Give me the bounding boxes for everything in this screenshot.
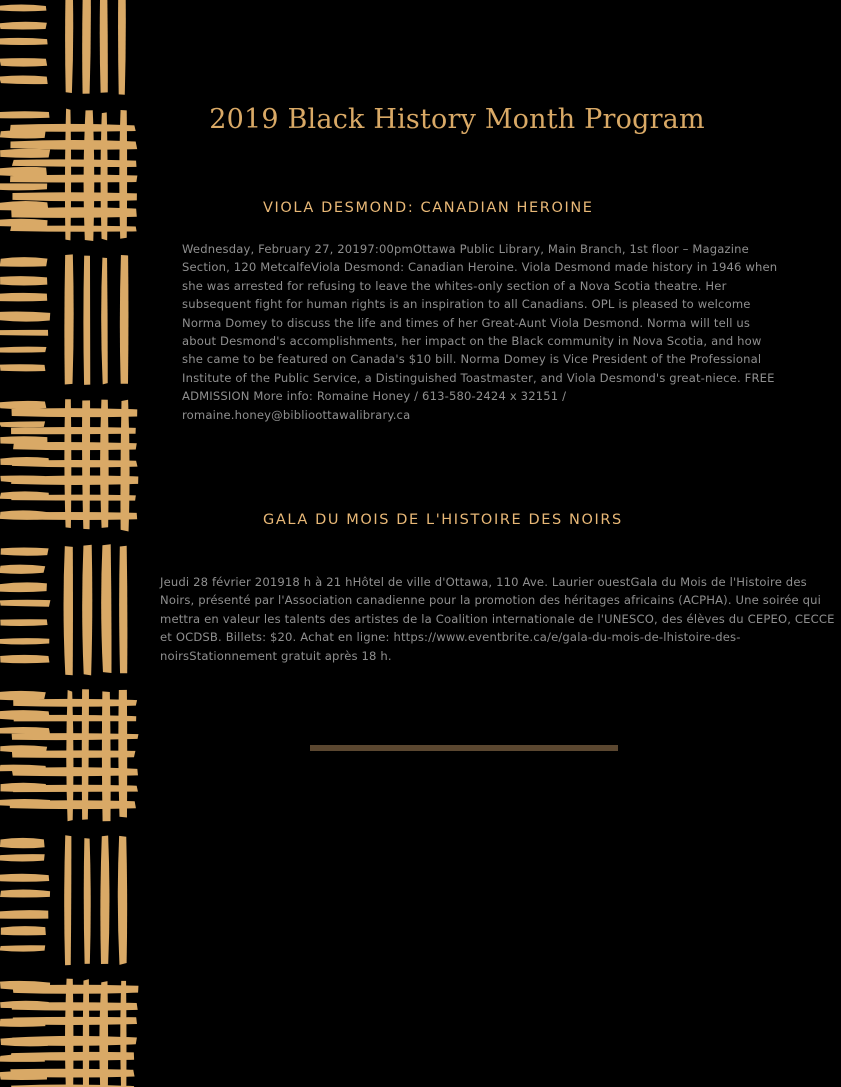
border-stripe <box>10 512 137 520</box>
border-stripe <box>0 874 49 882</box>
woven-stripe-pattern <box>0 0 142 1087</box>
border-stripe <box>10 175 137 183</box>
border-stripe <box>0 276 47 285</box>
border-stripe <box>0 364 45 371</box>
event-description-gala: Jeudi 28 février 201918 h à 21 hHôtel de ville d'Ottawa, 110 Ave. Laurier ouestGala du Mois de l'Histoire des Noirs, présenté par l'Association canadienne pour la promotion des héritages africains (ACPHA). Une soirée qui mettra en valeur les talents des artistes de la Coalition internationale de l'UNESCO, des élèves du CEPEO, CECCE et OCDSB. Billets: $20. Achat en ligne: https://www.eventbrite.ca/e/gala-du-mois-de-lhistoire-des-noirsStationnement gratuit après 18 h. <box>160 575 835 663</box>
border-stripe <box>101 258 108 385</box>
border-stripe <box>13 699 137 707</box>
border-stripe <box>10 140 137 150</box>
border-stripe <box>0 638 49 644</box>
border-stripe <box>64 254 73 384</box>
border-stripe <box>0 401 46 409</box>
border-stripe <box>100 835 109 964</box>
border-stripe <box>0 600 50 607</box>
page-title: 2019 Black History Month Program <box>209 104 705 135</box>
border-stripe <box>11 408 137 417</box>
border-stripe <box>11 495 136 501</box>
border-stripe <box>0 312 50 322</box>
border-stripe <box>0 58 47 67</box>
border-stripe <box>84 838 91 964</box>
border-stripe <box>12 985 138 994</box>
border-stripe <box>0 183 47 190</box>
border-stripe <box>100 0 108 93</box>
border-stripe <box>11 427 136 434</box>
border-stripe <box>101 544 111 673</box>
border-stripe <box>0 691 46 700</box>
event-heading-viola-desmond: VIOLA DESMOND: CANADIAN HEROINE <box>263 200 594 216</box>
border-stripe <box>64 546 73 675</box>
border-stripe <box>118 836 127 965</box>
border-stripe <box>0 582 47 592</box>
border-stripe <box>1 547 49 555</box>
border-stripe <box>0 854 45 861</box>
border-stripe <box>13 715 136 721</box>
border-stripe <box>12 159 137 167</box>
border-stripe <box>0 727 50 734</box>
border-stripe <box>0 5 46 12</box>
border-stripe <box>119 546 127 674</box>
border-stripe <box>13 442 137 450</box>
border-stripe <box>82 0 91 94</box>
border-stripe <box>13 1017 137 1025</box>
border-stripe <box>0 167 47 176</box>
border-stripe <box>120 255 129 384</box>
border-stripe <box>0 38 48 45</box>
border-stripe <box>11 207 137 218</box>
border-stripe <box>1 926 46 935</box>
border-stripe <box>0 111 49 118</box>
border-stripe <box>0 838 45 848</box>
event-heading-gala: GALA DU MOIS DE L'HISTOIRE DES NOIRS <box>263 512 623 528</box>
border-stripe <box>10 1069 134 1078</box>
border-stripe <box>0 330 48 336</box>
border-stripe <box>10 1052 134 1061</box>
event-description-viola-desmond: Wednesday, February 27, 20197:00pmOttawa Public Library, Main Branch, 1st floor – Magazine Section, 120 MetcalfeViola Desmond: Canadian Heroine. Viola Desmond made history in 1946 when she was arrested for refusing to leave the whites-only section of a Nova Scotia theatre. Her subsequent fight for human rights is an inspiration to all Canadians. OPL is pleased to welcome Norma Domey to discuss the life and times of her Great-Aunt Viola Desmond. Norma will tell us about Desmond's accomplishments, her impact on the Black community in Nova Scotia, and how she came to be featured on Canada's $10 bill. Norma Domey is Vice President of the Professional Institute of the Public Service, a Distinguished Toastmaster, and Viola Desmond's great-niece. FREE ADMISSION More info: Romaine Honey / 613-580-2424 x 32151 / romaine.honey@biblioottawalibrary.ca <box>182 242 778 422</box>
border-stripe <box>0 149 50 158</box>
border-stripe <box>83 256 90 385</box>
border-stripe <box>0 889 50 897</box>
border-stripe <box>10 124 136 132</box>
border-stripe <box>12 1036 137 1046</box>
divider-bar <box>310 745 618 751</box>
border-stripe <box>0 22 47 30</box>
border-stripe <box>12 785 138 792</box>
border-stripe <box>0 655 49 663</box>
border-stripe <box>0 945 45 951</box>
border-stripe <box>0 565 45 574</box>
border-stripe <box>0 619 47 626</box>
border-stripe <box>11 460 137 467</box>
border-stripe <box>65 0 73 93</box>
border-stripe <box>12 750 136 758</box>
border-stripe <box>0 293 47 302</box>
border-stripe <box>11 475 138 485</box>
border-stripe <box>0 347 46 353</box>
border-stripe <box>10 226 136 232</box>
border-stripe <box>10 800 136 809</box>
border-stripe <box>0 910 48 919</box>
border-stripe <box>12 733 139 740</box>
border-stripe <box>0 421 45 427</box>
border-stripe <box>82 545 92 676</box>
border-stripe <box>12 767 138 776</box>
decorative-border-pattern <box>0 0 142 1087</box>
border-stripe <box>64 835 71 965</box>
border-stripe <box>118 0 126 95</box>
border-stripe <box>11 1002 138 1010</box>
border-stripe <box>12 192 136 201</box>
border-stripe <box>0 257 47 267</box>
border-stripe <box>0 75 48 84</box>
